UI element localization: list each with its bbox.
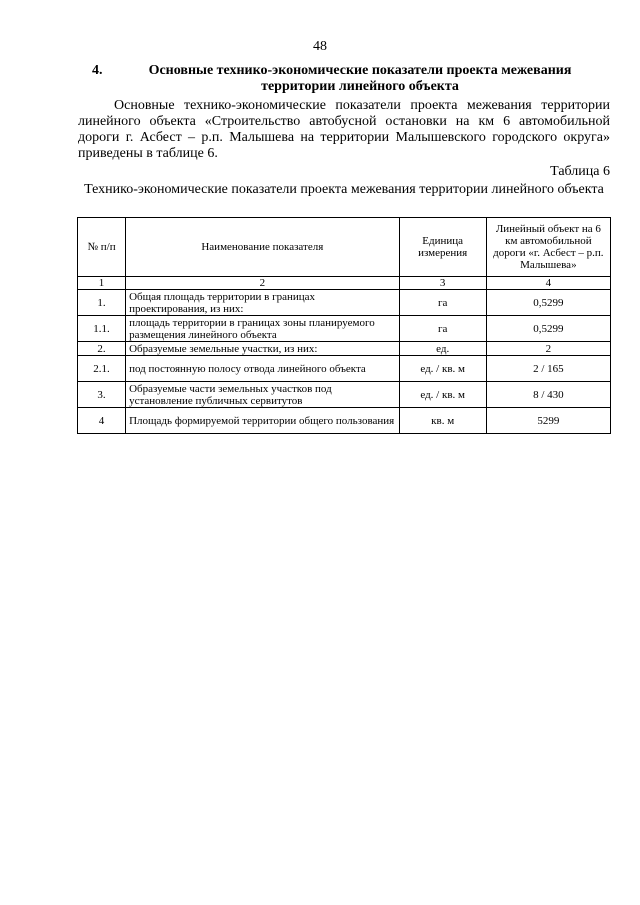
row-indicator-name: под постоянную полосу отвода линейного объекта [126,356,400,382]
table-row [78,316,611,342]
indicators-table [77,217,611,434]
table-row [78,382,611,408]
row-value: 5299 [486,408,610,434]
row-number: 2. [78,342,126,356]
header-unit: Единица измерения [399,218,486,277]
row-value: 8 / 430 [486,382,610,408]
row-value: 2 / 165 [486,356,610,382]
header-indicator-name: Наименование показателя [126,218,400,277]
header-number: № п/п [78,218,126,277]
column-index: 1 [78,277,126,290]
page-number: 48 [313,39,327,54]
row-value: 0,5299 [486,316,610,342]
row-number: 2.1. [78,356,126,382]
row-unit: га [399,316,486,342]
row-indicator-name: Площадь формируемой территории общего пользования [126,408,400,434]
row-unit: га [399,290,486,316]
header-linear-object: Линейный объект на 6 км автомобильной дороги «г. Асбест – р.п. Малышева» [486,218,610,277]
section-number: 4. [92,63,103,78]
row-unit: ед. / кв. м [399,382,486,408]
table-column-index-row [78,277,611,290]
table-row [78,342,611,356]
row-unit: ед. [399,342,486,356]
row-number: 3. [78,382,126,408]
row-number: 4 [78,408,126,434]
row-value: 0,5299 [486,290,610,316]
table-row [78,356,611,382]
column-index: 4 [486,277,610,290]
row-indicator-name: площадь территории в границах зоны планируемого размещения линейного объекта [126,316,400,342]
table-label: Таблица 6 [550,164,610,179]
column-index: 2 [126,277,400,290]
row-value: 2 [486,342,610,356]
table-title: Технико-экономические показатели проекта межевания территории линейного объекта [84,182,604,197]
section-heading [78,63,600,95]
section-title: Основные технико-экономические показатели проекта межевания территории линейного объекта [148,63,572,94]
intro-paragraph: Основные технико-экономические показатели проекта межевания территории линейного объекта «Строительство автобусной остановки на км 6 автомобильной дороги г. Асбест – р.п. Малышева на территории Малышевского городского округа» приведены в таблице 6. [78,98,610,161]
row-indicator-name: Образуемые части земельных участков под установление публичных сервитутов [126,382,400,408]
row-number: 1.1. [78,316,126,342]
row-number: 1. [78,290,126,316]
row-unit: ед. / кв. м [399,356,486,382]
column-index: 3 [399,277,486,290]
row-indicator-name: Образуемые земельные участки, из них: [126,342,400,356]
table-row [78,408,611,434]
row-indicator-name: Общая площадь территории в границах проектирования, из них: [126,290,400,316]
row-unit: кв. м [399,408,486,434]
table-row [78,290,611,316]
table-header-row [78,218,611,277]
